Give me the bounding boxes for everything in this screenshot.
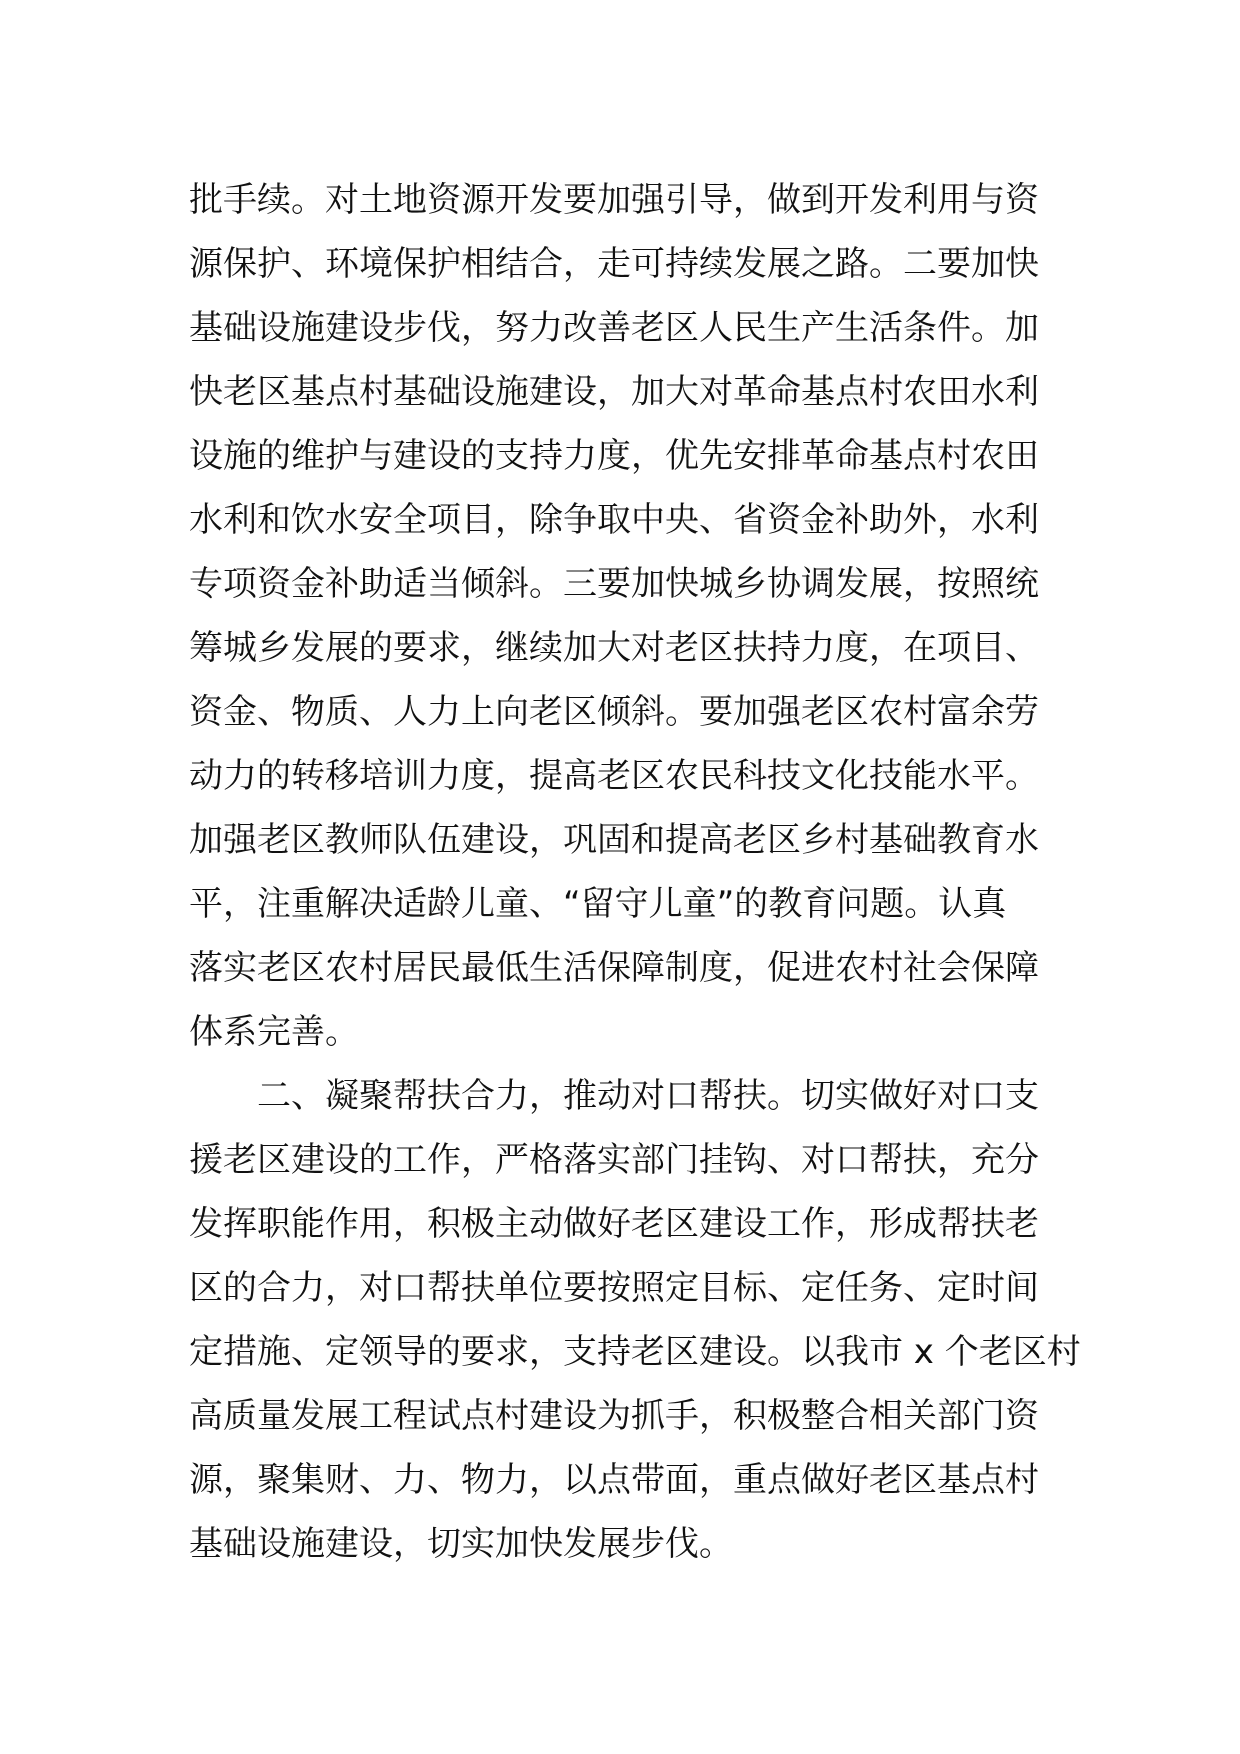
text-line: 筹城乡发展的要求，继续加大对老区扶持力度，在项目、 bbox=[189, 628, 1039, 668]
text-line: 设施的维护与建设的支持力度，优先安排革命基点村农田 bbox=[189, 436, 1039, 476]
text-line: 专项资金补助适当倾斜。三要加快城乡协调发展，按照统 bbox=[189, 564, 1039, 604]
text-line: 发挥职能作用，积极主动做好老区建设工作，形成帮扶老 bbox=[189, 1204, 1039, 1244]
text-line: 水利和饮水安全项目，除争取中央、省资金补助外，水利 bbox=[189, 500, 1039, 540]
text-line: 基础设施建设步伐，努力改善老区人民生产生活条件。加 bbox=[189, 308, 1039, 348]
text-line: 落实老区农村居民最低生活保障制度，促进农村社会保障 bbox=[189, 948, 1039, 988]
text-line: 源，聚集财、力、物力，以点带面，重点做好老区基点村 bbox=[189, 1460, 1039, 1500]
text-line: 援老区建设的工作，严格落实部门挂钩、对口帮扶，充分 bbox=[189, 1140, 1039, 1180]
text-line: 资金、物质、人力上向老区倾斜。要加强老区农村富余劳 bbox=[189, 692, 1039, 732]
text-line: 定措施、定领导的要求，支持老区建设。以我市 x 个老区村 bbox=[189, 1332, 1081, 1372]
text-line: 区的合力，对口帮扶单位要按照定目标、定任务、定时间 bbox=[189, 1268, 1039, 1308]
text-line: 加强老区教师队伍建设，巩固和提高老区乡村基础教育水 bbox=[189, 820, 1039, 860]
text-line: 快老区基点村基础设施建设，加大对革命基点村农田水利 bbox=[189, 372, 1039, 412]
text-line: 批手续。对土地资源开发要加强引导，做到开发利用与资 bbox=[189, 180, 1039, 220]
text-line: 体系完善。 bbox=[189, 1012, 359, 1052]
text-line: 平，注重解决适龄儿童、“留守儿童”的教育问题。认真 bbox=[189, 884, 1007, 924]
section-heading-line: 二、凝聚帮扶合力，推动对口帮扶。切实做好对口支 bbox=[257, 1076, 1039, 1116]
text-line: 高质量发展工程试点村建设为抓手，积极整合相关部门资 bbox=[189, 1396, 1039, 1436]
body-text bbox=[189, 168, 1081, 1576]
text-line: 基础设施建设，切实加快发展步伐。 bbox=[189, 1524, 733, 1564]
text-line: 源保护、环境保护相结合，走可持续发展之路。二要加快 bbox=[189, 244, 1039, 284]
text-line: 动力的转移培训力度，提高老区农民科技文化技能水平。 bbox=[189, 756, 1039, 796]
